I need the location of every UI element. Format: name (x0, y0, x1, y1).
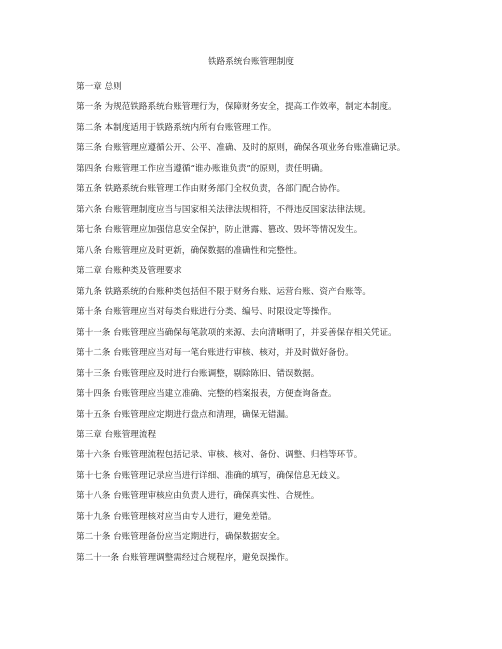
article-paragraph: 第十六条 台账管理流程包括记录、审核、核对、备份、调整、归档等环节。 (76, 450, 363, 461)
article-paragraph: 第十九条 台账管理核对应当由专人进行，避免差错。 (76, 511, 277, 522)
article-paragraph: 第四条 台账管理工作应当遵循“谁办账谁负责”的原则，责任明确。 (76, 163, 329, 174)
article-paragraph: 第二十条 台账管理备份应当定期进行，确保数据安全。 (76, 532, 285, 543)
article-paragraph: 第九条 铁路系统的台账种类包括但不限于财务台账、运营台账、资产台账等。 (76, 286, 371, 297)
article-paragraph: 第十二条 台账管理应当对每一笔台账进行审核、核对，并及时做好备份。 (76, 348, 354, 359)
article-paragraph: 第十一条 台账管理应当确保每笔款项的来源、去向清晰明了，并妥善保存相关凭证。 (76, 327, 397, 338)
article-paragraph: 第五条 铁路系统台账管理工作由财务部门全权负责，各部门配合协作。 (76, 184, 346, 195)
article-paragraph: 第六条 台账管理制度应当与国家相关法律法规相符，不得违反国家法律法规。 (76, 204, 371, 215)
article-paragraph: 第一条 为规范铁路系统台账管理行为，保障财务安全，提高工作效率，制定本制度。 (76, 102, 397, 113)
article-paragraph: 第二十一条 台账管理调整需经过合规程序，避免误操作。 (76, 552, 294, 563)
article-paragraph: 第十三条 台账管理应及时进行台账调整，剔除陈旧、错误数据。 (76, 368, 320, 379)
article-paragraph: 第十条 台账管理应当对每类台账进行分类、编号、时限设定等操作。 (76, 307, 337, 318)
chapter-heading: 第一章 总则 (76, 82, 122, 92)
article-paragraph: 第十五条 台账管理应定期进行盘点和清理，确保无错漏。 (76, 409, 294, 420)
chapter-heading: 第二章 台账种类及管理要求 (76, 266, 182, 277)
document-title: 铁路系统台账管理制度 (208, 57, 294, 67)
article-paragraph: 第二条 本制度适用于铁路系统内所有台账管理工作。 (76, 122, 277, 133)
article-paragraph: 第七条 台账管理应加强信息安全保护，防止泄露、篡改、毁坏等情况发生。 (76, 225, 363, 236)
article-paragraph: 第十七条 台账管理记录应当进行详细、准确的填写，确保信息无歧义。 (76, 470, 346, 481)
chapter-heading: 第三章 台账管理流程 (76, 429, 157, 440)
article-paragraph: 第十四条 台账管理应当建立准确、完整的档案报表，方便查询备查。 (76, 389, 337, 400)
article-paragraph: 第八条 台账管理应及时更新，确保数据的准确性和完整性。 (76, 245, 303, 256)
article-paragraph: 第三条 台账管理应遵循公开、公平、准确、及时的原则，确保各项业务台账准确记录。 (76, 143, 406, 154)
document-body (76, 81, 496, 572)
article-paragraph: 第十八条 台账管理审核应由负责人进行，确保真实性、合规性。 (76, 491, 320, 502)
